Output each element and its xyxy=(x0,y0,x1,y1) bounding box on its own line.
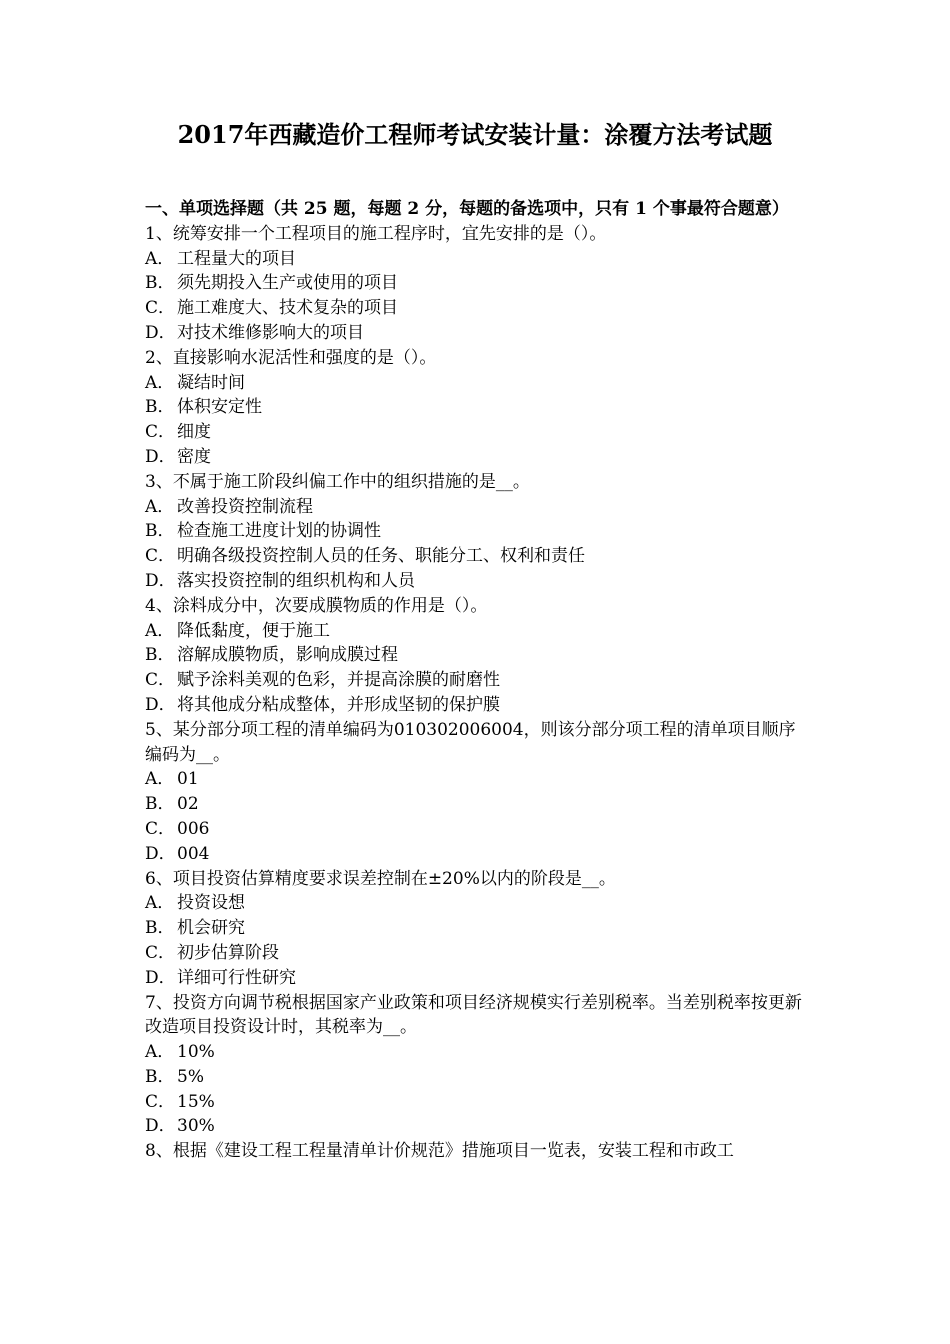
option-text: 细度 xyxy=(177,422,211,443)
option-letter: C． xyxy=(145,298,176,319)
option-text: 落实投资控制的组织机构和人员 xyxy=(177,570,415,591)
answer-option xyxy=(145,891,810,916)
option-text: 检查施工进度计划的协调性 xyxy=(177,521,381,542)
option-text: 机会研究 xyxy=(177,918,245,939)
option-letter: C． xyxy=(145,818,176,839)
option-letter: A． xyxy=(145,1042,175,1063)
answer-option xyxy=(145,321,810,346)
option-letter: A． xyxy=(145,496,175,517)
option-letter: B． xyxy=(145,794,175,815)
option-letter: B． xyxy=(145,645,175,666)
option-text: 对技术维修影响大的项目 xyxy=(177,322,364,343)
option-letter: A． xyxy=(145,248,175,269)
option-letter: C． xyxy=(145,942,176,963)
option-letter: B． xyxy=(145,521,175,542)
option-letter: D． xyxy=(145,694,176,715)
option-letter: B． xyxy=(145,397,175,418)
question-text: 5、某分部分项工程的清单编码为010302006004，则该分部分项工程的清单项目顺序编码为__。 xyxy=(145,719,796,765)
option-text: 凝结时间 xyxy=(177,372,245,393)
option-text: 将其他成分粘成整体，并形成坚韧的保护膜 xyxy=(177,694,500,715)
option-text: 006 xyxy=(177,818,210,839)
answer-option xyxy=(145,544,810,569)
question-text: 6、项目投资估算精度要求误差控制在±20%以内的阶段是__。 xyxy=(145,868,616,889)
option-letter: C． xyxy=(145,422,176,443)
question-text: 7、投资方向调节税根据国家产业政策和项目经济规模实行差别税率。当差别税率按更新改造项目投资设计时，其税率为__。 xyxy=(145,992,802,1038)
option-text: 15% xyxy=(177,1091,215,1112)
answer-option xyxy=(145,1065,810,1090)
option-text: 赋予涂料美观的色彩，并提高涂膜的耐磨性 xyxy=(177,670,500,691)
answer-option xyxy=(145,966,810,991)
question-text: 3、不属于施工阶段纠偏工作中的组织措施的是__。 xyxy=(145,471,530,492)
option-letter: D． xyxy=(145,1116,176,1137)
question-text: 1、统筹安排一个工程项目的施工程序时，宜先安排的是（）。 xyxy=(145,223,607,244)
option-text: 30% xyxy=(177,1116,215,1137)
question-item xyxy=(145,1139,810,1164)
question-item xyxy=(145,346,810,470)
answer-option xyxy=(145,668,810,693)
option-text: 5% xyxy=(177,1066,204,1087)
question-content xyxy=(145,197,810,1164)
question-item xyxy=(145,470,810,594)
option-letter: A． xyxy=(145,372,175,393)
option-letter: A． xyxy=(145,769,175,790)
answer-option xyxy=(145,445,810,470)
question-item xyxy=(145,867,810,991)
section-heading: 一、单项选择题（共 25 题，每题 2 分，每题的备选项中，只有 1 个事最符合题意） xyxy=(145,199,789,219)
option-text: 溶解成膜物质，影响成膜过程 xyxy=(177,645,398,666)
option-letter: B． xyxy=(145,918,175,939)
option-letter: D． xyxy=(145,322,176,343)
answer-option xyxy=(145,495,810,520)
answer-option xyxy=(145,296,810,321)
option-letter: C． xyxy=(145,546,176,567)
answer-option xyxy=(145,693,810,718)
option-text: 须先期投入生产或使用的项目 xyxy=(177,273,398,294)
option-letter: B． xyxy=(145,1066,175,1087)
option-text: 工程量大的项目 xyxy=(177,248,296,269)
option-text: 明确各级投资控制人员的任务、职能分工、权利和责任 xyxy=(177,546,585,567)
option-text: 初步估算阶段 xyxy=(177,942,279,963)
answer-option xyxy=(145,371,810,396)
option-text: 投资设想 xyxy=(177,893,245,914)
option-letter: D． xyxy=(145,967,176,988)
option-text: 密度 xyxy=(177,446,211,467)
answer-option xyxy=(145,519,810,544)
question-item xyxy=(145,594,810,718)
answer-option xyxy=(145,619,810,644)
question-item xyxy=(145,991,810,1140)
question-text: 4、涂料成分中，次要成膜物质的作用是（）。 xyxy=(145,595,488,616)
option-text: 降低黏度，便于施工 xyxy=(177,620,330,641)
answer-option xyxy=(145,395,810,420)
answer-option xyxy=(145,420,810,445)
answer-option xyxy=(145,569,810,594)
option-text: 10% xyxy=(177,1042,215,1063)
option-letter: C． xyxy=(145,670,176,691)
answer-option xyxy=(145,916,810,941)
option-text: 施工难度大、技术复杂的项目 xyxy=(177,298,398,319)
answer-option xyxy=(145,271,810,296)
option-letter: D． xyxy=(145,570,176,591)
option-letter: A． xyxy=(145,893,175,914)
question-item xyxy=(145,222,810,346)
answer-option xyxy=(145,643,810,668)
answer-option xyxy=(145,767,810,792)
question-item xyxy=(145,718,810,867)
question-text: 2、直接影响水泥活性和强度的是（）。 xyxy=(145,347,437,368)
answer-option xyxy=(145,1040,810,1065)
option-letter: D． xyxy=(145,843,176,864)
option-text: 改善投资控制流程 xyxy=(177,496,313,517)
option-text: 01 xyxy=(177,769,199,790)
answer-option xyxy=(145,1114,810,1139)
option-text: 体积安定性 xyxy=(177,397,262,418)
option-text: 详细可行性研究 xyxy=(177,967,296,988)
question-text: 8、根据《建设工程工程量清单计价规范》措施项目一览表，安装工程和市政工 xyxy=(145,1141,734,1162)
option-letter: C． xyxy=(145,1091,176,1112)
answer-option xyxy=(145,1090,810,1115)
option-text: 02 xyxy=(177,794,199,815)
answer-option xyxy=(145,792,810,817)
option-letter: D． xyxy=(145,446,176,467)
option-letter: B． xyxy=(145,273,175,294)
answer-option xyxy=(145,941,810,966)
document-title: 2017年西藏造价工程师考试安装计量：涂覆方法考试题 xyxy=(177,120,773,149)
option-letter: A． xyxy=(145,620,175,641)
answer-option xyxy=(145,247,810,272)
option-text: 004 xyxy=(177,843,210,864)
answer-option xyxy=(145,817,810,842)
answer-option xyxy=(145,842,810,867)
